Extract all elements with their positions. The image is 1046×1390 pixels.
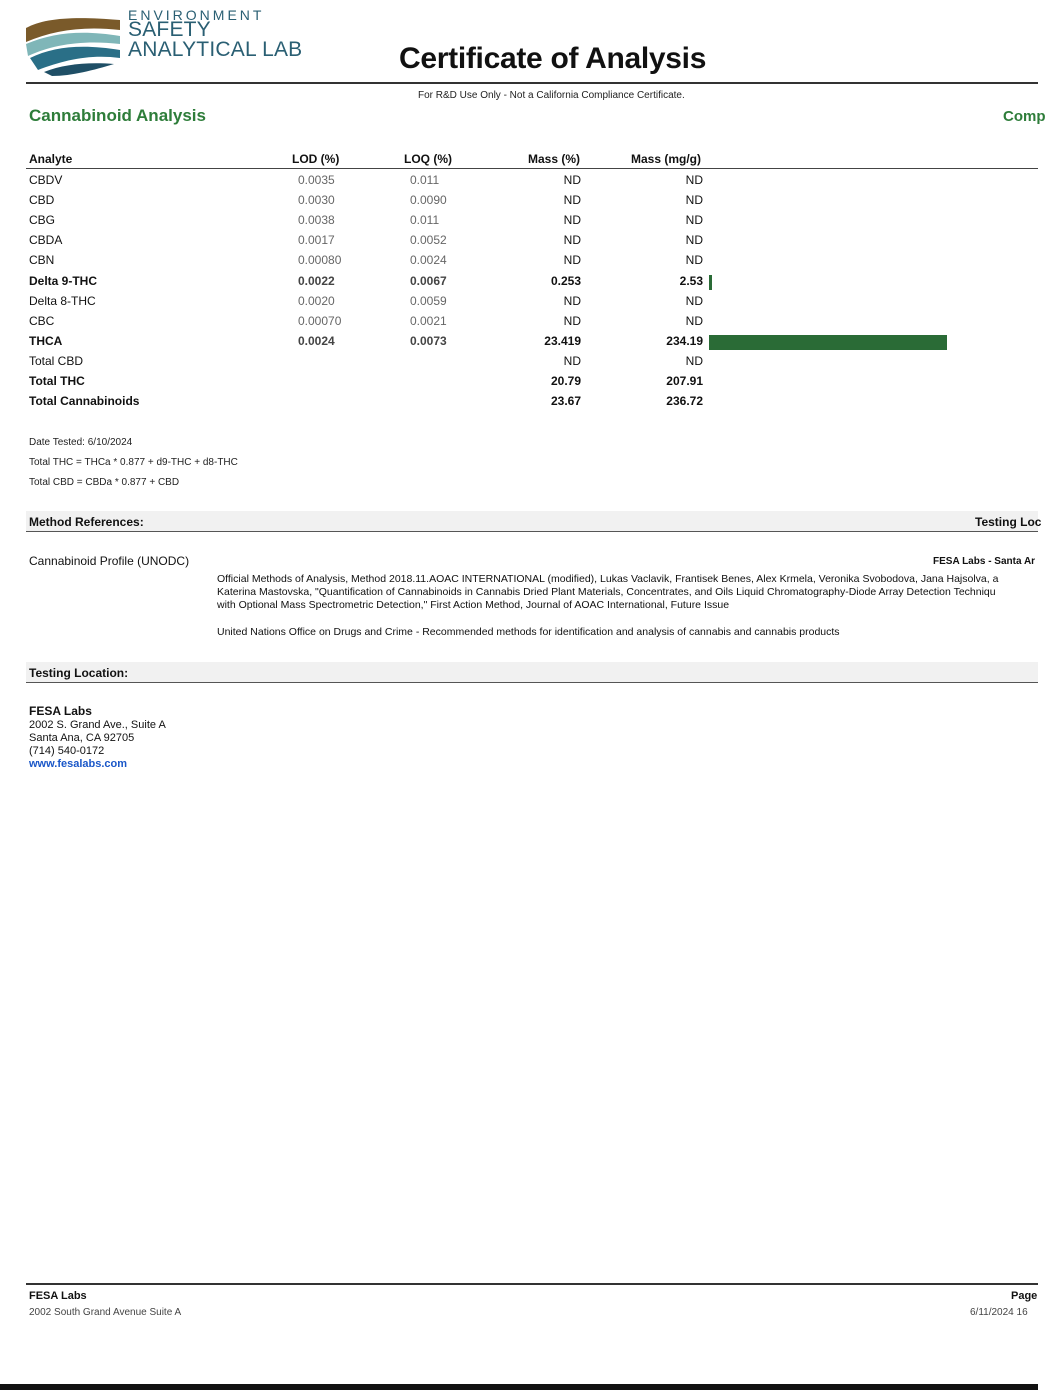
lab-phone: (714) 540-0172 xyxy=(29,745,105,757)
lod-cell: 0.00070 xyxy=(298,313,342,328)
analyte-cell: CBG xyxy=(29,213,56,228)
mass-pct-cell: ND xyxy=(563,193,581,208)
mass-mg-cell: ND xyxy=(685,233,703,248)
mass-bar xyxy=(709,275,712,290)
lod-cell: 0.0017 xyxy=(298,233,335,248)
method-citation-line: with Optional Mass Spectrometric Detection," First Action Method, Journal of AOAC International, Future Issue xyxy=(217,599,730,611)
method-references-band xyxy=(26,511,1038,532)
mass-mg-cell: ND xyxy=(685,253,703,268)
lod-cell: 0.0020 xyxy=(298,293,335,308)
mass-mg-cell: ND xyxy=(685,313,703,328)
lod-cell: 0.0024 xyxy=(298,333,335,348)
lod-cell: 0.00080 xyxy=(298,253,342,268)
mass-mg-cell: 234.19 xyxy=(666,333,703,348)
mass-mg-cell: ND xyxy=(685,293,703,308)
col-header-loq: LOQ (%) xyxy=(404,152,452,166)
lod-cell: 0.0035 xyxy=(298,173,335,187)
table-row xyxy=(0,334,1038,354)
lab-address-line2: Santa Ana, CA 92705 xyxy=(29,732,135,744)
lab-website-link[interactable]: www.fesalabs.com xyxy=(29,758,128,770)
table-row xyxy=(0,354,1038,374)
mass-pct-cell: ND xyxy=(563,353,581,368)
mass-pct-cell: ND xyxy=(563,293,581,308)
method-citation-line: Katerina Mastovska, "Quantification of Cannabinoids in Cannabis Dried Plant Materials, Concentrates, and Oils Liquid Chromatography-Diode Array Detection Techniqu xyxy=(217,586,996,598)
method-references-label: Method References: xyxy=(29,515,144,529)
mass-bar xyxy=(709,335,947,350)
loq-cell: 0.011 xyxy=(410,173,440,187)
certificate-title: Certificate of Analysis xyxy=(399,42,707,75)
mass-pct-cell: 0.253 xyxy=(550,273,581,288)
rd-use-note: For R&D Use Only - Not a California Compliance Certificate. xyxy=(418,90,685,101)
loq-cell: 0.0067 xyxy=(410,273,447,288)
analyte-cell: CBDA xyxy=(29,233,63,248)
analyte-cell: Total CBD xyxy=(29,353,84,368)
header-divider xyxy=(26,82,1038,84)
lab-address-line1: 2002 S. Grand Ave., Suite A xyxy=(29,719,166,731)
col-header-lod: LOD (%) xyxy=(292,152,340,166)
compliance-section-title-cut: Comp xyxy=(1003,108,1046,125)
analyte-cell: Total Cannabinoids xyxy=(29,394,140,409)
col-header-mass-mg: Mass (mg/g) xyxy=(631,152,702,166)
analyte-cell: CBC xyxy=(29,313,55,328)
mass-mg-cell: 2.53 xyxy=(679,273,703,288)
col-header-mass-pct: Mass (%) xyxy=(528,152,581,166)
unodc-reference: United Nations Office on Drugs and Crime - Recommended methods for identification and analysis of cannabis and cannabis products xyxy=(217,626,840,638)
table-row xyxy=(0,193,1038,213)
logo-line-analytical-lab: ANALYTICAL LAB xyxy=(128,38,303,61)
table-row xyxy=(0,173,1038,193)
method-citation-line: Official Methods of Analysis, Method 2018.11.AOAC INTERNATIONAL (modified), Lukas Vaclavik, Frantisek Benes, Alex Krmela, Veronika Svobodova, Jana Hajsolva, a xyxy=(217,573,999,585)
mass-mg-cell: ND xyxy=(685,353,703,368)
footer-page-label: Page xyxy=(1011,1290,1038,1302)
analyte-cell: CBD xyxy=(29,193,55,208)
analyte-cell: Delta 9-THC xyxy=(29,273,98,288)
footer-lab-name: FESA Labs xyxy=(29,1290,87,1302)
loq-cell: 0.011 xyxy=(410,213,440,228)
mass-pct-cell: ND xyxy=(563,313,581,328)
analyte-cell: CBN xyxy=(29,253,55,268)
screen-bottom-bar xyxy=(0,1384,1038,1390)
footer-date-cut: 6/11/2024 16 xyxy=(970,1307,1028,1318)
loq-cell: 0.0052 xyxy=(410,233,447,248)
footer-lab-address-cut: 2002 South Grand Avenue Suite A xyxy=(29,1307,182,1318)
table-row xyxy=(0,374,1038,394)
mass-pct-cell: ND xyxy=(563,233,581,248)
method-lab: FESA Labs - Santa Ar xyxy=(933,556,1036,567)
table-row xyxy=(0,394,1038,414)
mass-pct-cell: ND xyxy=(563,213,581,228)
analyte-cell: Delta 8-THC xyxy=(29,293,96,308)
loq-cell: 0.0090 xyxy=(410,193,447,208)
lod-cell: 0.0030 xyxy=(298,193,335,208)
lab-name: FESA Labs xyxy=(29,704,92,718)
mass-pct-cell: 20.79 xyxy=(550,374,581,388)
table-header-divider xyxy=(26,168,1038,169)
testing-location-label: Testing Location: xyxy=(29,666,129,680)
loq-cell: 0.0073 xyxy=(410,333,447,348)
table-row xyxy=(0,314,1038,334)
mass-mg-cell: ND xyxy=(685,213,703,228)
mass-pct-cell: ND xyxy=(563,173,581,187)
analyte-cell: CBDV xyxy=(29,173,63,187)
table-row xyxy=(0,213,1038,233)
col-header-analyte: Analyte xyxy=(29,152,73,166)
logo-line-environment: ENVIRONMENT xyxy=(128,7,265,23)
mass-pct-cell: 23.67 xyxy=(550,394,581,409)
mass-mg-cell: ND xyxy=(685,173,703,187)
lod-cell: 0.0038 xyxy=(298,213,335,228)
table-row xyxy=(0,274,1038,294)
loq-cell: 0.0059 xyxy=(410,293,447,308)
total-cbd-formula: Total CBD = CBDa * 0.877 + CBD xyxy=(29,477,180,488)
mass-pct-cell: 23.419 xyxy=(544,333,581,348)
mass-mg-cell: 207.91 xyxy=(666,374,703,388)
date-tested: Date Tested: 6/10/2024 xyxy=(29,437,133,448)
method-citation xyxy=(217,573,1038,612)
table-row xyxy=(0,253,1038,273)
total-thc-formula: Total THC = THCa * 0.877 + d9-THC + d8-THC xyxy=(29,457,238,468)
table-row xyxy=(0,233,1038,253)
method-name: Cannabinoid Profile (UNODC) xyxy=(29,554,190,568)
logo-line-safety: SAFETY xyxy=(128,18,211,41)
lab-logo-icon xyxy=(24,14,124,78)
analyte-cell: Total THC xyxy=(29,374,85,388)
mass-mg-cell: 236.72 xyxy=(666,394,703,409)
mass-mg-cell: ND xyxy=(685,193,703,208)
table-row xyxy=(0,294,1038,314)
testing-location-band xyxy=(26,662,1038,683)
testing-location-label-cut: Testing Loc xyxy=(975,515,1042,529)
lab-logo-text xyxy=(128,7,303,61)
analyte-cell: THCA xyxy=(29,333,63,348)
mass-pct-cell: ND xyxy=(563,253,581,268)
cannabinoid-section-title: Cannabinoid Analysis xyxy=(29,106,206,125)
loq-cell: 0.0024 xyxy=(410,253,447,268)
footer-divider xyxy=(26,1283,1038,1285)
loq-cell: 0.0021 xyxy=(410,313,447,328)
lod-cell: 0.0022 xyxy=(298,273,335,288)
